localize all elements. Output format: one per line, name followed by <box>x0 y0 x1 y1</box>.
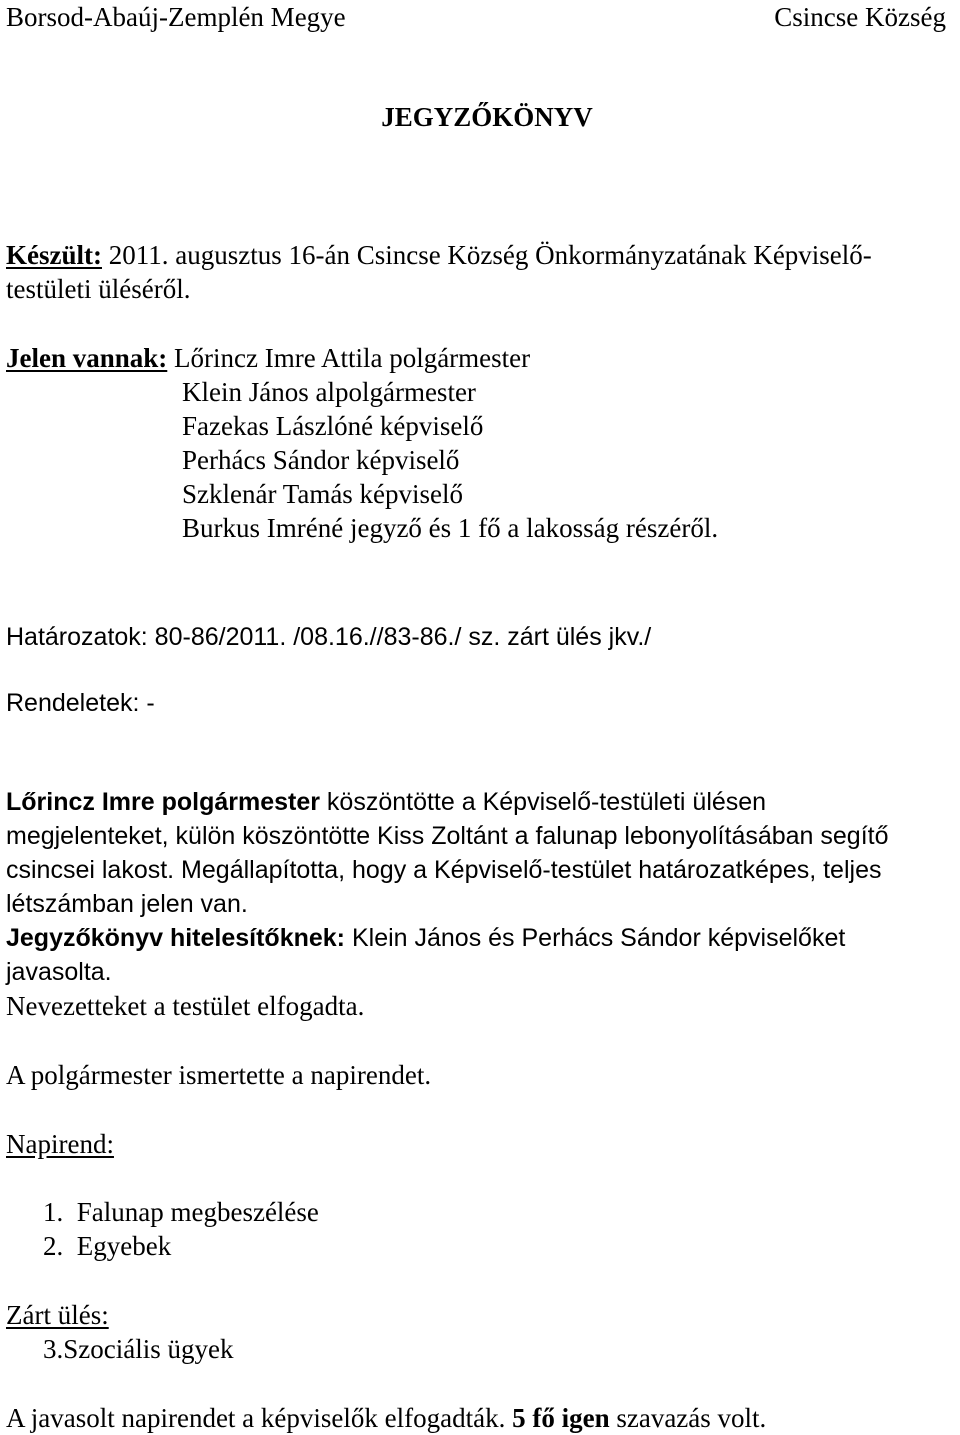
welcome-line-2: megjelenteket, külön köszöntötte Kiss Zoltánt a falunap lebonyolításában segítő <box>6 822 889 850</box>
made-label: Készült: <box>6 240 102 270</box>
present-label: Jelen vannak: <box>6 343 168 373</box>
present-member: Klein János alpolgármester <box>182 377 476 407</box>
present-member: Szklenár Tamás képviselő <box>182 479 464 509</box>
authenticators-text: Klein János és Perhács Sándor képviselőket <box>345 924 846 952</box>
agenda-item: 1. Falunap megbeszélése <box>43 1197 319 1227</box>
accepted-line: Nevezetteket a testület elfogadta. <box>6 991 365 1021</box>
present-first-line <box>6 341 530 375</box>
header-village: Csincse Község <box>774 2 946 32</box>
agenda-item: 2. Egyebek <box>43 1231 172 1261</box>
welcome-line-1 <box>6 785 766 819</box>
authenticators-line-1 <box>6 921 845 955</box>
vote-text-start: A javasolt napirendet a képviselők elfogadták. <box>6 1403 513 1433</box>
decrees-line: Rendeletek: - <box>6 689 155 717</box>
welcome-line-4: létszámban jelen van. <box>6 890 248 918</box>
present-member: Fazekas Lászlóné képviselő <box>182 411 484 441</box>
header-county: Borsod-Abaúj-Zemplén Megye <box>6 2 346 32</box>
resolutions-line: Határozatok: 80-86/2011. /08.16.//83-86./ sz. zárt ülés jkv./ <box>6 623 652 651</box>
made-line-1 <box>6 238 872 272</box>
welcome-text: köszöntötte a Képviselő-testületi ülésen <box>319 788 767 816</box>
welcome-mayor: Lőrincz Imre polgármester <box>6 788 320 816</box>
closed-session-item: 3.Szociális ügyek <box>43 1334 234 1364</box>
agenda-label: Napirend: <box>6 1129 114 1159</box>
mayor-agenda-line: A polgármester ismertette a napirendet. <box>6 1060 432 1090</box>
welcome-line-3: csincsei lakost. Megállapította, hogy a Képviselő-testület határozatképes, teljes <box>6 856 882 884</box>
made-text: 2011. augusztus 16-án Csincse Község Önkormányzatának Képviselő- <box>101 240 872 270</box>
vote-line <box>6 1401 766 1435</box>
made-line-2: testületi üléséről. <box>6 274 191 304</box>
present-mayor: Lőrincz Imre Attila polgármester <box>167 343 531 373</box>
vote-text-end: szavazás volt. <box>609 1403 767 1433</box>
authenticators-label: Jegyzőkönyv hitelesítőknek: <box>6 924 346 952</box>
present-member: Burkus Imréné jegyző és 1 fő a lakosság részéről. <box>182 513 719 543</box>
authenticators-line-2: javasolta. <box>6 958 112 986</box>
closed-session-label: Zárt ülés: <box>6 1300 109 1330</box>
document-title: JEGYZŐKÖNYV <box>381 102 593 132</box>
vote-count: 5 fő igen <box>512 1403 610 1433</box>
present-member: Perhács Sándor képviselő <box>182 445 460 475</box>
